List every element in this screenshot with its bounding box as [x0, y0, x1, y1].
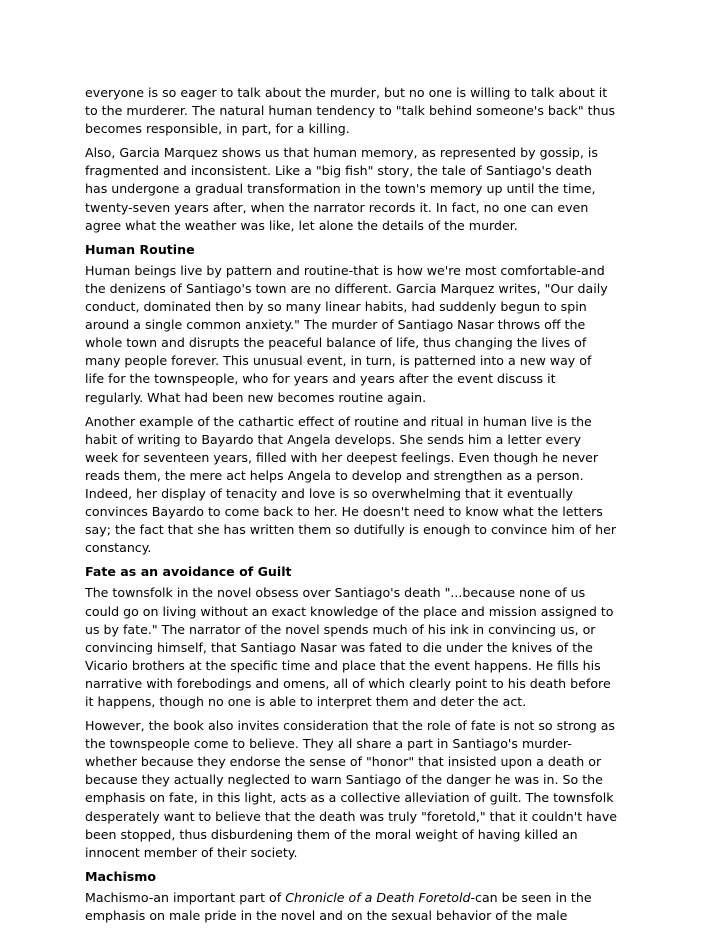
text-line: whether because they endorse the sense of "honor" that insisted upon a death or	[85, 754, 602, 770]
text-line: Another example of the cathartic effect of routine and ritual in human live is the	[85, 413, 592, 429]
text-line: convinces Bayardo to come back to her. He doesn't need to know what the letters	[85, 504, 603, 520]
text-line: many people forever. This unusual event, in turn, is patterned into a new way of	[85, 353, 592, 369]
text-line: The townsfolk in the novel obsess over Santiago's death "...because none of us	[85, 585, 586, 601]
text-line: innocent member of their society.	[85, 844, 298, 860]
paragraph	[85, 413, 643, 558]
paragraph	[85, 84, 643, 138]
document-page	[85, 84, 643, 931]
text-line: say; the fact that she has written them so dutifully is enough to convince him of her	[85, 522, 617, 538]
paragraph-machismo	[85, 889, 643, 925]
text-line: Vicario brothers at the specific time and place that the event happens. He fills his	[85, 657, 601, 673]
text-run: Machismo-an important part of	[85, 889, 286, 905]
text-line: agree what the weather was like, let alone the details of the murder.	[85, 217, 518, 233]
section-heading: Fate as an avoidance of Guilt	[85, 564, 292, 580]
text-line: the townspeople come to believe. They all share a part in Santiago's murder-	[85, 736, 572, 752]
paragraph	[85, 262, 643, 407]
text-line: because they actually neglected to warn Santiago of the danger he was in. So the	[85, 772, 603, 788]
text-line: constancy.	[85, 540, 152, 556]
text-line: conduct, dominated then by so many linear habits, had suddenly begun to spin	[85, 299, 587, 315]
section-heading: Machismo	[85, 868, 157, 884]
text-line: emphasis on fate, in this light, acts as a collective alleviation of guilt. The townsfolk	[85, 790, 614, 806]
text-line: everyone is so eager to talk about the murder, but no one is willing to talk about it	[85, 85, 608, 100]
text-line: Human beings live by pattern and routine-that is how we're most comfortable-and	[85, 262, 605, 278]
text-line: emphasis on male pride in the novel and on the sexual behavior of the male	[85, 908, 568, 924]
paragraph	[85, 584, 643, 711]
text-line	[85, 889, 643, 907]
text-line: convincing himself, that Santiago Nasar was fated to die under the knives of the	[85, 639, 593, 655]
text-line: narrative with forebodings and omens, all of which clearly point to his death before	[85, 675, 611, 691]
text-line: Indeed, her display of tenacity and love is so overwhelming that it eventually	[85, 485, 573, 501]
text-line: around a single common anxiety." The murder of Santiago Nasar throws off the	[85, 317, 586, 333]
text-line: regularly. What had been new becomes routine again.	[85, 389, 427, 405]
document-body	[85, 84, 643, 886]
text-line: life for the townspeople, who for years and years after the event discuss it	[85, 371, 556, 387]
text-line: Also, Garcia Marquez shows us that human memory, as represented by gossip, is	[85, 145, 598, 161]
text-line: us by fate." The narrator of the novel spends much of his ink in convincing us, or	[85, 621, 596, 637]
paragraph	[85, 144, 643, 234]
text-line: fragmented and inconsistent. Like a "big fish" story, the tale of Santiago's death	[85, 163, 592, 179]
text-run: -can be seen in the	[470, 889, 592, 905]
text-line: habit of writing to Bayardo that Angela develops. She sends him a letter every	[85, 431, 582, 447]
text-line: whole town and disrupts the peaceful balance of life, thus changing the lives of	[85, 335, 587, 351]
text-line: However, the book also invites consideration that the role of fate is not so strong as	[85, 718, 615, 734]
text-line: becomes responsible, in part, for a killing.	[85, 121, 350, 137]
paragraph	[85, 717, 643, 862]
text-line: could go on living without an exact knowledge of the place and mission assigned to	[85, 603, 614, 619]
section-heading: Human Routine	[85, 241, 195, 257]
text-line: been stopped, thus disburdening them of the moral weight of having killed an	[85, 826, 578, 842]
text-line: the denizens of Santiago's town are no different. Garcia Marquez writes, "Our daily	[85, 280, 608, 296]
text-line: it happens, though no one is able to interpret them and deter the act.	[85, 694, 527, 709]
text-line: reads them, the mere act helps Angela to develop and strengthen as a person.	[85, 467, 584, 483]
text-line: desperately want to believe that the death was truly "foretold," that it couldn't have	[85, 808, 618, 824]
book-title: Chronicle of a Death Foretold	[285, 889, 471, 905]
text-line: has undergone a gradual transformation in the town's memory up until the time,	[85, 181, 596, 197]
text-line: to the murderer. The natural human tendency to "talk behind someone's back" thus	[85, 103, 616, 119]
text-line: week for seventeen years, filled with her deepest feelings. Even though he never	[85, 449, 599, 465]
text-line: twenty-seven years after, when the narrator records it. In fact, no one can even	[85, 199, 589, 215]
